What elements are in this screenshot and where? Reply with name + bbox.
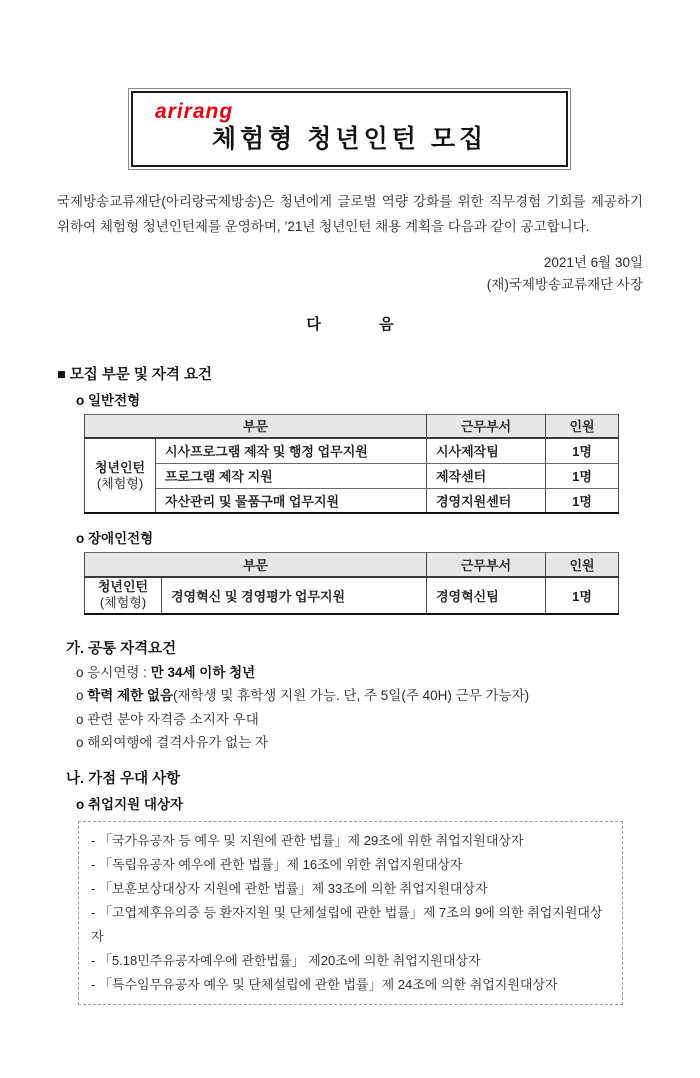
table-row [85,577,619,614]
section-heading-common: 가. 공통 자격요건 [66,640,177,657]
group-label-line1: 청년인턴 [97,579,149,595]
law-item: - 「고엽제후유의증 등 환자지원 및 단체설립에 관한 법률」제 7조의 9에 의한 취업지원대상자 [91,904,603,944]
col-header-dept: 근무부서 [427,553,546,577]
cell-part: 자산관리 및 물품구매 업무지원 [156,488,427,513]
section-heading-recruit: ■ 모집 부문 및 자격 요건 [57,366,212,383]
law-item: - 「특수임무유공자 예우 및 단체설립에 관한 법률」제 24조에 의한 취업지원대상자 [91,976,558,992]
arirang-logo: arirang [155,100,234,123]
req-text: o [76,688,88,704]
date-signer-block [0,252,643,296]
cell-part: 프로그램 제작 지원 [156,463,427,488]
table-header-row [85,414,619,438]
law-item: - 「독립유공자 예우에 관한 법률」제 16조에 위한 취업지원대상자 [91,856,463,872]
col-header-count: 인원 [546,553,619,577]
cell-dept: 경영지원센터 [427,488,546,513]
group-label-line2: (체험형) [96,475,144,491]
law-item: - 「보훈보상대상자 지원에 관한 법률」제 33조에 의한 취업지원대상자 [91,880,488,896]
group-label-line1: 청년인턴 [94,459,146,475]
req-text: (재학생 및 휴학생 지원 가능. 단, 주 5일(주 40H) 근무 가능자) [173,688,530,704]
cell-count: 1명 [546,438,619,463]
requirement-item [76,661,700,685]
cell-part: 경영혁신 및 경영평가 업무지원 [162,577,427,614]
col-header-dept: 근무부서 [427,414,546,438]
general-track-table [84,414,619,515]
law-item: - 「5.18민주유공자예우에 관한법률」 제20조에 의한 취업지원대상자 [91,952,481,968]
bonus-sub-label: o 취업지원 대상자 [76,796,184,812]
announce-date: 2021년 6월 30일 [543,254,643,270]
requirement-item [76,708,700,732]
cell-count: 1명 [546,463,619,488]
group-label-line2: (체험형) [99,595,147,611]
disabled-track-label: o 장애인전형 [76,531,154,547]
col-header-part: 부문 [85,553,427,577]
requirement-item [76,684,700,708]
group-cell [85,577,162,614]
req-text: o 해외여행에 결격사유가 없는 자 [76,735,269,751]
req-bold-text: 학력 제한 없음 [87,688,174,704]
group-cell [85,438,156,513]
employment-support-box [78,821,623,1005]
col-header-count: 인원 [546,414,619,438]
section-heading-bonus: 나. 가점 우대 사항 [66,770,181,787]
page-title: 체험형 청년인턴 모집 [211,125,488,154]
cell-dept: 경영혁신팀 [427,577,546,614]
disabled-track-table [84,552,619,615]
req-text: o 응시연령 : [76,664,151,680]
cell-count: 1명 [546,577,619,614]
table-header-row [85,553,619,577]
daum-separator: 다 음 [306,315,394,333]
requirement-item [76,731,700,755]
col-header-part: 부문 [85,414,427,438]
intro-paragraph: 국제방송교류재단(아리랑국제방송)은 청년에게 글로벌 역량 강화를 위한 직무경험 기회를 제공하기 위하여 체험형 청년인턴제를 운영하며, ’21년 청년인턴 채용 계획을 다음과 같이 공고합니다. [57,193,643,234]
cell-count: 1명 [546,488,619,513]
req-bold-text: 만 34세 이하 청년 [150,664,256,680]
law-item: - 「국가유공자 등 예우 및 지원에 관한 법률」제 29조에 위한 취업지원대상자 [91,832,524,848]
title-box-inner [131,91,568,167]
general-track-label: o 일반전형 [76,392,141,408]
table-row [85,488,619,513]
req-text: o 관련 분야 자격증 소지자 우대 [76,711,259,727]
announce-signer: (재)국제방송교류재단 사장 [486,276,643,292]
table-row [85,463,619,488]
common-requirement-list [76,661,700,755]
cell-part: 시사프로그램 제작 및 행정 업무지원 [156,438,427,463]
cell-dept: 제작센터 [427,463,546,488]
title-box [128,88,571,170]
cell-dept: 시사제작팀 [427,438,546,463]
table-row [85,438,619,463]
